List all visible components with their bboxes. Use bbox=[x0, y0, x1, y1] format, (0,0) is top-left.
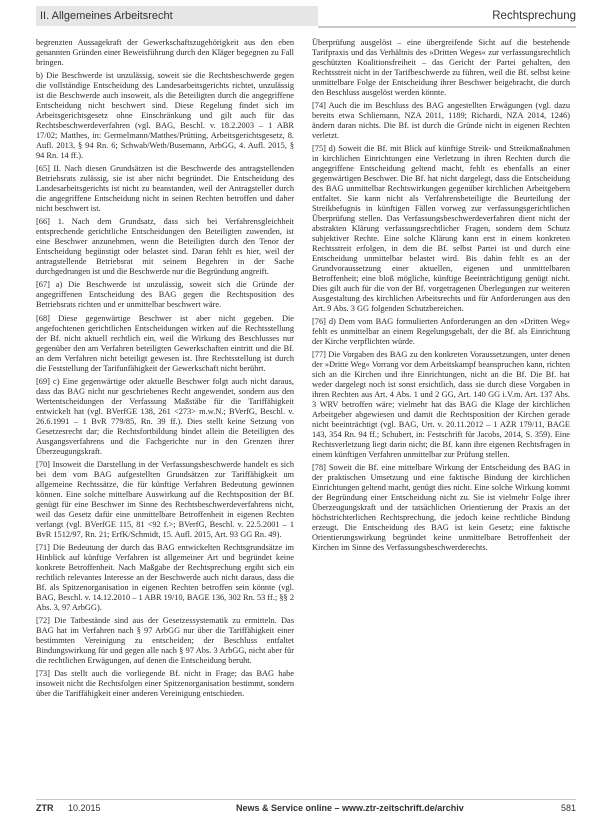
paragraph: [75] d) Soweit die Bf. mit Blick auf künftige Streik- und Streikmaßnahmen in kirchlichen Einrichtungen eine Verletzung in ihren Rechten durch die angegriffene Entscheidung geltend macht, fehlt es ebenfalls an einer gegenwärtigen Beschwer. Die Bf. hat nicht dargelegt, dass die Entscheidung des BAG unmittelbar Rechtswirkungen gegenüber kirchlichen Arbeitgebern entfaltet. Sie kann nicht als Verfahrensbeteiligte die Beurteilung der Streikbefugnis in künftigen Fällen vorweg zur verfassungsgerichtlichen Überprüfung stellen. Das Verfassungsbeschwerdeverfahren dient nicht der abstrakten Klärung verfassungsrechtlicher Fragen, sondern dem Schutz subjektiver Rechte. Eine solche Klärung kann erst in einem konkreten Rechtsstreit erfolgen, in dem die Bf. selbst Partei ist und durch eine Entscheidung unmittelbar belastet wird. Bis dahin fehlt es an der Grundvoraussetzung einer aktuellen, eigenen und unmittelbaren Betroffenheit; eine bloß mögliche, künftige Beeinträchtigung genügt nicht. Dies gilt auch für die von der Bf. vorgetragenen Überlegungen zur weiteren Ausgestaltung des kirchlichen Arbeitsrechts und für Anforderungen aus den Art. 9 Abs. 3 GG folgenden Schutzbereichen. bbox=[312, 144, 570, 313]
paragraph: Überprüfung ausgelöst – eine übergreifende Sicht auf die bestehende Tarifpraxis und das Verhältnis des »Dritten Weges« zur verfassungsrechtlich geschützten Koalitionsfreiheit – das Gericht der Partei gehalten, den Rechtsstreit nicht in der Tarifbeschwerde zu führen, weil die Bf. selbst keine unmittelbare Folge der Entscheidung ihrer Beschwer beigebracht, die durch den Beschluss ausgelöst werden könnte. bbox=[312, 38, 570, 97]
paragraph: [65] II. Nach diesen Grundsätzen ist die Beschwerde des antragstellenden Betriebsrats zulässig, sie ist aber nicht begründet. Die Entscheidung des Landesarbeitsgerichts ist nicht zu beanstanden, weil der Antragsteller durch die angegriffene Entscheidung nicht in seinen Rechten betroffen und daher nicht beschwert ist. bbox=[36, 164, 294, 214]
footer-page-number: 581 bbox=[560, 803, 576, 813]
paragraph: begrenzten Aussagekraft der Gewerkschaftszugehörigkeit aus den eben genannten Gründen einer Beweisführung durch den Kläger begegnen zu Fall bringen. bbox=[36, 38, 294, 67]
paragraph: [67] a) Die Beschwerde ist unzulässig, soweit sich die Gründe der angegriffenen Entscheidung des BAG gegen die Rechtsposition des Betriebsrats richten und er unmittelbar beschwert wäre. bbox=[36, 280, 294, 310]
paragraph: b) Die Beschwerde ist unzulässig, soweit sie die Rechtsbeschwerde gegen die vollständige Entscheidung des Landesarbeitsgerichts richtet, unzulässig ist die Beschwerde auch insoweit, als die Beteiligten durch die angegriffene Entscheidung nicht beschwert sind. Diese Regelung findet sich im Arbeitsgerichtsgesetz ohne Einschränkung und gilt auch für das Rechtsbeschwerdeverfahren (vgl. BAG, Beschl. v. 18.2.2003 – 1 ABR 17/02; Matthes, in: Germelmann/Matthes/Prütting, Arbeitsgerichtsgesetz, 8. Aufl. 2013, § 94 Rn. 6; Schwab/Weth/Busemann, ArbGG, 4. Aufl. 2015, § 94 Rn. 14 ff.). bbox=[36, 71, 294, 160]
left-text-column bbox=[36, 38, 294, 702]
page-footer bbox=[36, 799, 576, 817]
paragraph: [68] Diese gegenwärtige Beschwer ist aber nicht gegeben. Die angefochtenen gerichtlichen Entscheidungen wirken auf die Rechtsstellung der Bf. nicht aktuell rechtlich ein, weil die Wirkung des Beschlusses nur gegenüber den am Verfahren beteiligten Gewerkschaften eintritt und die Bf. an dem Verfahren nicht beteiligt gewesen ist. Ihre Rechtsstellung ist durch die Feststellung der Tarifunfähigkeit der Gewerkschaft nicht berührt. bbox=[36, 313, 294, 373]
paragraph: [72] Die Tatbestände sind aus der Gesetzessystematik zu ermitteln. Das BAG hat im Verfahren nach § 97 ArbGG nur über die Tariffähigkeit einer bestimmten Vereinigung zu entscheiden; der Beschluss entfaltet Bindungswirkung für und gegen alle nach § 97 Abs. 3 ArbGG, nicht aber für die rechtlichen Erwägungen, auf denen die Entscheidung beruht. bbox=[36, 615, 294, 665]
page-header bbox=[36, 6, 576, 32]
paragraph: [71] Die Bedeutung der durch das BAG entwickelten Rechtsgrundsätze im Hinblick auf künftige Verfahren ist allgemeiner Art und begründet keine konkrete Betroffenheit. Nach Maßgabe der Rechtsprechung ergibt sich ein rechtlich relevantes Interesse an der Beschwerde auch nicht daraus, dass die Bf. als Spitzenorganisation in eigenen Rechten betroffen sein könnte (vgl. BAG, Beschl. v. 14.12.2010 – 1 ABR 19/10, BAGE 136, 302 Rn. 53 ff.; §§ 2 Abs. 3, 97 ArbGG). bbox=[36, 542, 294, 612]
paragraph: [74] Auch die im Beschluss des BAG angestellten Erwägungen (vgl. dazu bereits etwa Schliemann, NZA 2011, 1189; Richardi, NZA 2014, 1246) ändern daran nichts. Die Bf. ist durch die Gründe nicht in eigenen Rechten verletzt. bbox=[312, 101, 570, 140]
paragraph: [73] Das stellt auch die vorliegende Bf. nicht in Frage; das BAG habe insoweit nicht die Rechtsfolgen einer Spitzenorganisation bestimmt, sondern über die Tariffähigkeit einer anderen Vereinigung entschieden. bbox=[36, 669, 294, 698]
section-heading: II. Allgemeines Arbeitsrecht bbox=[36, 6, 318, 26]
paragraph: [77] Die Vorgaben des BAG zu den konkreten Voraussetzungen, unter denen der »Dritte Weg« Vorrang vor dem Arbeitskampf beanspruchen kann, richten sich an die Kirchen und ihre Einrichtungen, nicht an die Bf. Die Bf. hat weder dargelegt noch ist sonst ersichtlich, dass sie durch diese Vorgaben in ihren Rechten aus Art. 4 Abs. 1 und 2 GG, Art. 140 GG i.V.m. Art. 137 Abs. 3 WRV betroffen wäre; vielmehr hat das BAG die Klage der kirchlichen Arbeitgeber abgewiesen und damit die Rechtsposition der Kirchen gerade nicht beeinträchtigt (vgl. BAG, Urt. v. 20.11.2012 – 1 AZR 179/11, BAGE 143, 354 Rn. 94 ff.; Schubert, in: Festschrift für Jacobs, 2014, S. 359). Eine Rechtsverletzung liegt darin nicht; die Bf. kann ihre eigenen Rechtsfragen in einem künftigen Verfahren unmittelbar zur Prüfung stellen. bbox=[312, 350, 570, 459]
category-heading: Rechtsprechung bbox=[318, 6, 576, 28]
paragraph: [70] Insoweit die Darstellung in der Verfassungsbeschwerde handelt es sich bei dem vom BAG aufgestellten Grundsätzen zur Tariffähigkeit um allgemeine Rechtssätze, die für künftige Verfahren Bedeutung gewinnen können. Eine solche mittelbare Auswirkung auf die Rechtsposition der Bf. genügt für eine Beschwer im Sinne des Rechtsbeschwerdeverfahrens nicht, weil das Gesetz dafür eine unmittelbare Betroffenheit in eigenen Rechten verlangt (vgl. BVerfGE 115, 81 <92 f.>; BVerfG, Beschl. v. 22.5.2001 – 1 BvR 1512/97, Rn. 21; ErfK/Schmidt, 15. Aufl. 2015, Art. 93 GG Rn. 49). bbox=[36, 459, 294, 539]
paragraph: [78] Soweit die Bf. eine mittelbare Wirkung der Entscheidung des BAG in der praktischen Umsetzung und eine faktische Bindung der kirchlichen Einrichtungen geltend macht, genügt dies nicht. Eine solche Wirkung kommt der Begründung einer Entscheidung nicht zu. Sie ist vielmehr Folge ihrer Überzeugungskraft und der tatsächlichen Orientierung der Praxis an der höchstrichterlichen Rechtsprechung, die jedoch keine rechtliche Bindung erzeugt. Die Entscheidung des BAG ist kein Gesetz; eine faktische Orientierungswirkung begründet keine unmittelbare Betroffenheit der Kirchen im Sinne des Verfassungsbeschwerderechts. bbox=[312, 463, 570, 552]
right-text-column bbox=[312, 38, 570, 556]
footer-issue: 10.2015 bbox=[68, 803, 101, 813]
paragraph: [69] c) Eine gegenwärtige oder aktuelle Beschwer folgt auch nicht daraus, dass das BAG nicht nur geschriebenes Recht angewendet, sondern aus den Wertentscheidungen der Verfassung Maßstäbe für die Tariffähigkeit entwickelt hat (vgl. BVerfGE 138, 261 <273> m.w.N.; BVerfG, Beschl. v. 26.6.1991 – 1 BvR 779/85, Rn. 39 ff.). Dies stellt keine Setzung von Gesetzesrecht dar; die Rechtsfortbildung bindet allein die Beteiligten des Ausgangsverfahrens und die Fachgerichte nur in den Grenzen ihrer Überzeugungskraft. bbox=[36, 376, 294, 456]
footer-journal: ZTR bbox=[36, 803, 54, 813]
footer-website[interactable]: News & Service online – www.ztr-zeitschrift.de/archiv bbox=[236, 803, 464, 813]
paragraph: [66] 1. Nach dem Grundsatz, dass sich bei Verfahrensgleichheit entsprechende gerichtliche Entscheidungen den Beteiligten zuwenden, ist eine Beschwer anzunehmen, wenn die Beteiligten durch den Tenor der Entscheidung begünstigt oder belastet sind. Daran fehlt es hier, weil der antragstellende Betriebsrat mit seinem Begehren in der Sache durchgedrungen ist und die Beschwerde nur die Begründung angreift. bbox=[36, 217, 294, 277]
paragraph: [76] d) Dem vom BAG formulierten Anforderungen an den »Dritten Weg« fehlt es unmittelbar an einem Regelungsgehalt, der die Bf. als Einrichtung der Kirche verpflichten würde. bbox=[312, 316, 570, 346]
